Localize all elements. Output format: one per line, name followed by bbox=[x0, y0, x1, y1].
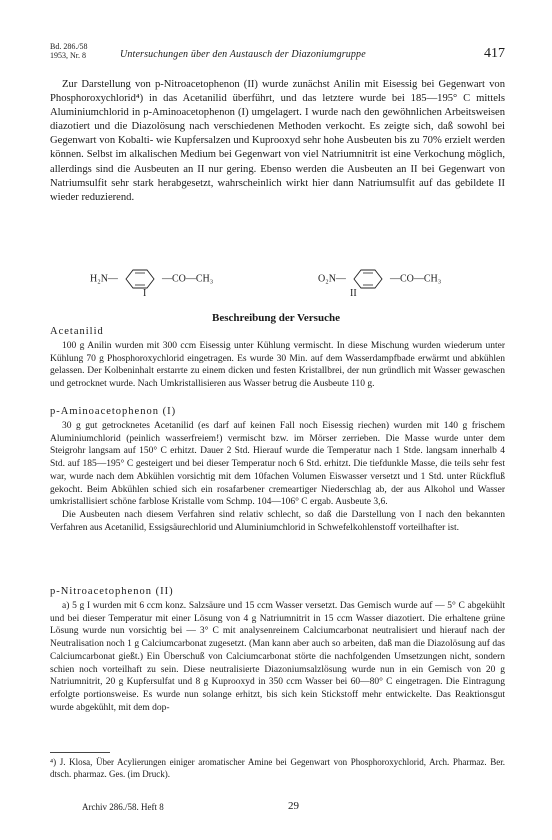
volume-line-1: Bd. 286./58 bbox=[50, 42, 88, 51]
benzene-ring-icon bbox=[346, 268, 390, 290]
formula-i-right: —CO—CH₃ bbox=[161, 273, 214, 285]
benzene-ring-icon bbox=[118, 268, 162, 290]
intro-paragraph: Zur Darstellung von p-Nitroacetophenon (II) wurde zunächst Anilin mit Eisessig bei Gegenwart von Phosphoroxychlorid⁴) in das Acetanilid überführt, und das letztere wurde bei 185—195° C mittels Aluminiumchlorid in p-Aminoacetophenon (I) umgelagert. I wurde nach den gewöhnlichen Arbeitsweisen diazotiert und die Diazolösung nach verschiedenen Methoden verkocht. Es zeigte sich, daß sowohl bei Gegenwart von Kobalti- wie Kupfersalzen und Kuprooxyd sehr hohe Ausbeuten bis zu 70% erzielt werden können. Selbst im alkalischen Medium bei Gegenwart von viel Natriumnitrit ist eine Verkochung möglich, allerdings sind die Ausbeuten an II nur gering. Ebenso werden die Ausbeuten an II bei Gegenwart von Natriumsulfit sehr stark herabgesetzt, wahrscheinlich wirkt hier dann Natriumsulfit auf das gebildete II wieder reduzierend. bbox=[50, 79, 505, 203]
volume-info bbox=[50, 42, 88, 60]
acetanilid-paragraph: 100 g Anilin wurden mit 300 ccm Eisessig unter Kühlung vermischt. In diese Mischung wurden wiederum unter Kühlung 70 g Phosphoroxychlorid eingetragen. Es wurde 30 Min. auf dem Wasserdampfbade erwärmt und abkühlen gelassen. Der Kolbeninhalt erstarrte zu einem dicken und festen Kristallbrei, der nun gründlich mit Wasser gewaschen und getrocknet wurde. Nach Umkristallisieren aus Wasser betrug die Ausbeute 110 g. bbox=[50, 341, 505, 390]
section-title: Beschreibung der Versuche bbox=[212, 312, 340, 324]
heading-aminoacetophenon: p-Aminoacetophenon (I) bbox=[50, 406, 177, 417]
intro-section bbox=[50, 78, 505, 205]
aminoacetophenon-paragraph-2: Die Ausbeuten nach diesem Verfahren sind relativ schlecht, so daß die Darstellung von I nach den bekannten Verfahren aus Acetanilid, Essigsäurechlorid und Aluminiumchlorid in Schwefelkohlenstoff vorteilhafter ist. bbox=[50, 509, 505, 533]
formula-i-label: I bbox=[143, 288, 147, 299]
acetanilid-section bbox=[50, 340, 505, 391]
footer-journal: Archiv 286./58. Heft 8 bbox=[82, 802, 164, 812]
footnote-divider bbox=[50, 752, 110, 753]
footnote bbox=[50, 756, 505, 780]
aminoacetophenon-paragraph-1: 30 g gut getrocknetes Acetanilid (es darf auf keinen Fall noch Eisessig riechen) wurden mit 140 g frischem Aluminiumchlorid (peinlich wasserfreiem!) vermischt bzw. im Mörser zerrieben. Die Masse wurde unter dem Steigrohr langsam auf 150° C erhitzt. Dauer 2 Std. Hierauf wurde die Temperatur nach 1 Stde. langsam innerhalb 4 Std. auf 185—195° C gesteigert und bei dieser Temperatur noch 6 Std. erhitzt. Die tiefdunkle Masse, die teils sehr fest war, wurde nach dem Abkühlen vorsichtig mit dem 10fachen Volumen Eiswasser versetzt und 1 Std. unter Rückfluß gekocht. Beim Abkühlen schied sich ein rosafarbener cremeartiger Niederschlag ab, der aus Alkohol und Wasser umkristallisiert schöne farblose Kristalle vom Schmp. 104—106° C ergab. Ausbeute 3,6. bbox=[50, 421, 505, 508]
formula-ii bbox=[318, 268, 441, 290]
formula-ii-left: O₂N— bbox=[318, 273, 346, 285]
footer-signature: 29 bbox=[288, 800, 299, 812]
footnote-text: J. Klosa, Über Acylierungen einiger aromatischer Amine bei Gegenwart von Phosphoroxychlorid, Arch. Pharmaz. Ber. dtsch. pharmaz. Ges. (im Druck). bbox=[50, 757, 506, 779]
formula-i bbox=[90, 268, 213, 290]
structural-formulas bbox=[40, 268, 490, 308]
running-title: Untersuchungen über den Austausch der Diazoniumgruppe bbox=[120, 49, 366, 60]
aminoacetophenon-section bbox=[50, 420, 505, 534]
formula-ii-right: —CO—CH₃ bbox=[389, 273, 442, 285]
nitroacetophenon-paragraph: a) 5 g I wurden mit 6 ccm konz. Salzsäure und 15 ccm Wasser versetzt. Das Gemisch wurde auf — 5° C abgekühlt und bei dieser Temperatur mit einer Lösung von 4 g Natriumnitrit in 15 ccm Wasser diazotiert. Die erhaltene grüne Lösung wurde nun vorsichtig bei — 3° C mit analysenreinem Calciumcarbonat neutralisiert und hierauf nach der Neutralisation noch 1 g Calciumcarbonat zugesetzt. (Man kann aber auch so arbeiten, daß man die Diazolösung auf das Calciumcarbonat gießt.) Ein Überschuß von Calciumcarbonat störte die nachfolgenden Umsetzungen nicht, sondern schien noch vorteilhaft zu sein. Diese neutralisierte Diazoniumsalzlösung wurde nun in ein Gemisch von 20 g Natriumnitrit, 20 g Kupfersulfat und 8 g Kuprooxyd in 350 ccm Wasser bei 60—80° C eingetragen. Die Eintragung erfolgte portionsweise. Es wurde nun solange erhitzt, bis sich kein Stickstoff mehr entwickelte. Das Reaktionsgut wurde abgekühlt, mit dem dop- bbox=[50, 601, 505, 713]
formula-i-left: H₂N— bbox=[90, 273, 118, 285]
heading-acetanilid: Acetanilid bbox=[50, 326, 104, 337]
page-number: 417 bbox=[484, 46, 505, 61]
running-header bbox=[50, 40, 505, 70]
formula-ii-label: II bbox=[350, 288, 357, 299]
footnote-mark: ⁴) bbox=[50, 757, 57, 767]
volume-line-2: 1953, Nr. 8 bbox=[50, 51, 86, 60]
heading-nitroacetophenon: p-Nitroacetophenon (II) bbox=[50, 586, 174, 597]
nitroacetophenon-section bbox=[50, 600, 505, 714]
